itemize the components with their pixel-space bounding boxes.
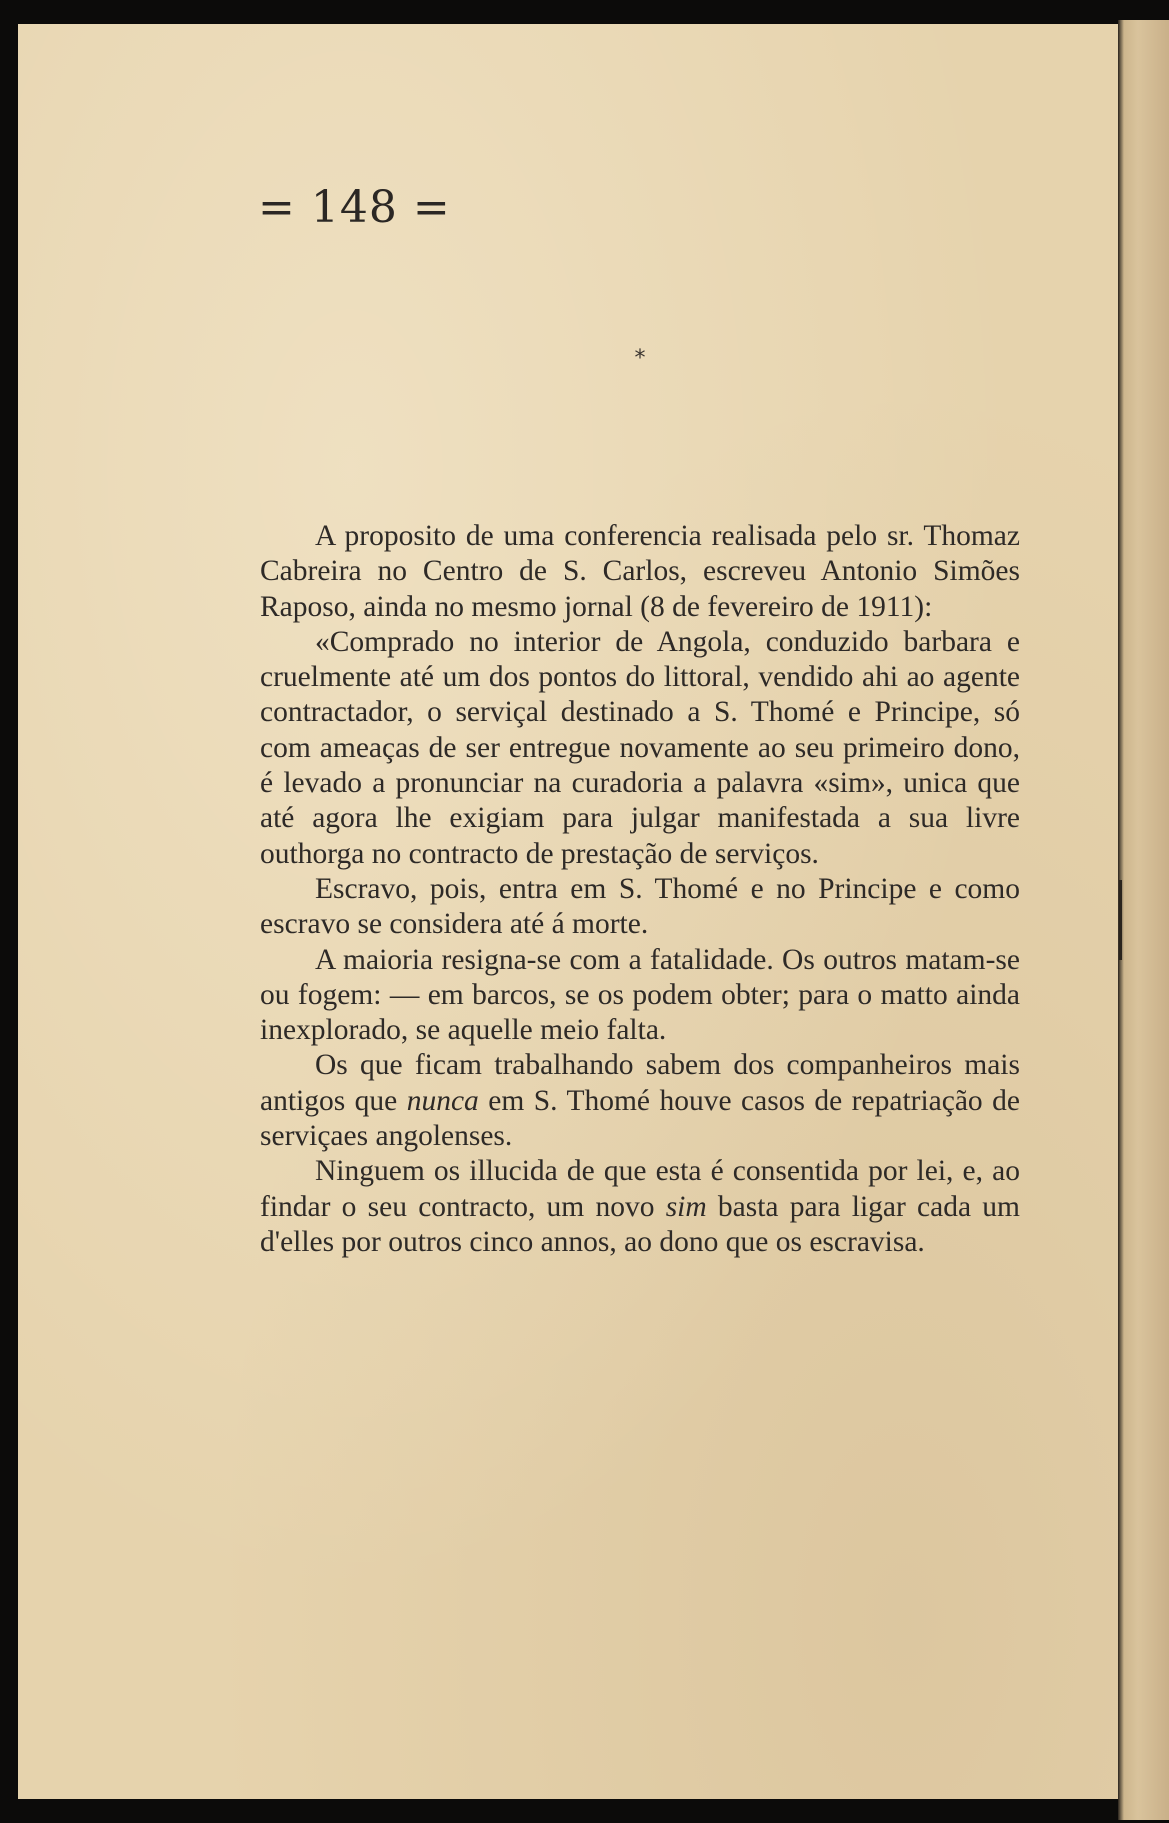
paragraph-6-text-after: basta para ligar cada um d'elles por outros cinco annos, ao dono que os escravisa. (260, 1190, 1020, 1258)
book-page (18, 24, 1126, 1799)
paragraph-5-text-after: em S. Thomé houve casos de repatriação de serviçaes angolenses. (260, 1084, 1020, 1153)
adjacent-page-edge (1118, 20, 1169, 1820)
adjacent-page-mark (1119, 880, 1122, 960)
paragraph-5-text-before: Os que ficam trabalhando sabem dos companheiros mais antigos que (260, 1049, 1020, 1117)
paragraph-6-text-before: Ninguem os illucida de que esta é consentida por lei, e, ao findar o seu contracto, um novo (260, 1155, 1020, 1223)
paragraph-6 (260, 1154, 1020, 1260)
paragraph-4: A maioria resigna-se com a fatalidade. Os outros matam-se ou fogem: — em barcos, se os podem obter; para o matto ainda inexplorado, se aquelle meio falta. (260, 943, 1020, 1047)
paragraph-6-emphasis: sim (665, 1190, 707, 1223)
section-separator-asterisk: * (634, 346, 646, 371)
paragraph-2: «Comprado no interior de Angola, conduzido barbara e cruelmente até um dos pontos do littoral, vendido ahi ao agente contractador, o serviçal destinado a S. Thomé e Principe, só com ameaças de ser entregue novamente ao seu primeiro dono, é levado a pronunciar na curadoria a palavra «sim», unica que até agora lhe exigiam para julgar manifestada a sua livre outhorga no contracto de prestação de serviços. (260, 625, 1020, 870)
body-text (260, 519, 1020, 1260)
page-number: = 148 = (258, 182, 451, 233)
paragraph-5 (260, 1048, 1020, 1154)
paragraph-3: Escravo, pois, entra em S. Thomé e no Principe e como escravo se considera até á morte. (260, 872, 1020, 941)
paragraph-5-emphasis: nunca (406, 1084, 479, 1117)
paragraph-1: A proposito de uma conferencia realisada pelo sr. Thomaz Cabreira no Centro de S. Carlos, escreveu Antonio Simões Raposo, ainda no mesmo jornal (8 de fevereiro de 1911): (260, 520, 1020, 623)
